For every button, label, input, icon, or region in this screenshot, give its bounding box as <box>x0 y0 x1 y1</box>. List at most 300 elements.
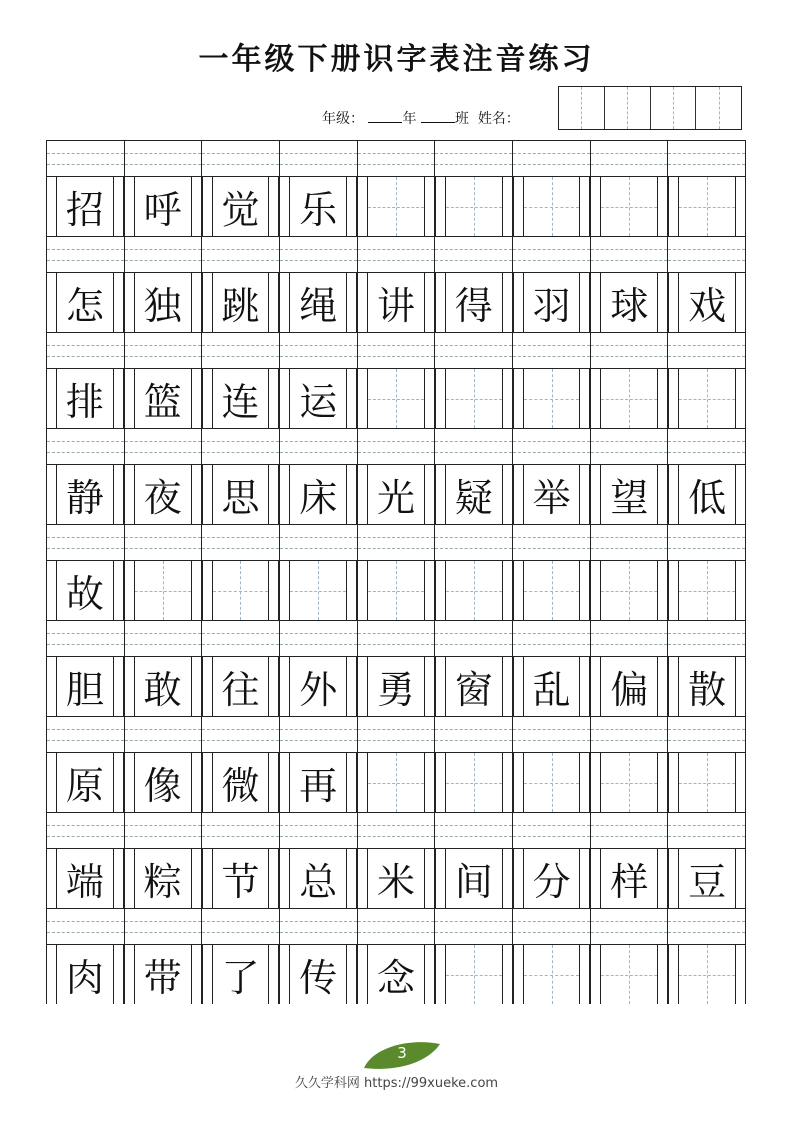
character-column <box>513 177 591 236</box>
character-column <box>46 849 124 908</box>
pinyin-cell[interactable] <box>435 525 513 560</box>
tian-grid-box[interactable] <box>289 561 347 620</box>
tian-grid-box[interactable] <box>367 753 425 812</box>
character: 外 <box>290 657 346 716</box>
character-column <box>202 945 280 1004</box>
class-suffix: 班 <box>454 111 469 127</box>
pinyin-cell[interactable] <box>125 333 203 368</box>
pinyin-cell[interactable] <box>513 813 591 848</box>
page-title: 一年级下册识字表注音练习 <box>198 42 595 77</box>
tian-grid-box[interactable] <box>367 465 425 524</box>
character <box>679 561 735 620</box>
tian-grid-box[interactable] <box>56 657 114 716</box>
tian-grid-box[interactable] <box>56 273 114 332</box>
character-column <box>590 177 668 236</box>
character: 戏 <box>679 273 735 332</box>
character: 讲 <box>368 273 424 332</box>
character <box>679 369 735 428</box>
character-column <box>124 177 202 236</box>
pinyin-cell[interactable] <box>435 429 513 464</box>
tian-grid-box[interactable] <box>212 177 270 236</box>
pinyin-cell[interactable] <box>358 909 436 944</box>
character <box>524 945 580 1004</box>
pinyin-cell[interactable] <box>358 237 436 272</box>
student-info <box>322 108 520 128</box>
tian-grid-box[interactable] <box>678 369 736 428</box>
character: 胆 <box>57 657 113 716</box>
tian-grid-box[interactable] <box>678 561 736 620</box>
tian-grid-box[interactable] <box>289 753 347 812</box>
pinyin-cell[interactable] <box>668 237 745 272</box>
pinyin-cell[interactable] <box>435 717 513 752</box>
pinyin-cell[interactable] <box>202 141 280 176</box>
name-cell[interactable] <box>651 87 697 129</box>
character <box>601 369 657 428</box>
tian-grid-box[interactable] <box>523 273 581 332</box>
name-cell[interactable] <box>696 87 741 129</box>
tian-grid-box[interactable] <box>600 945 658 1004</box>
tian-grid-box[interactable] <box>212 273 270 332</box>
pinyin-cell[interactable] <box>125 141 203 176</box>
tian-grid-box[interactable] <box>212 945 270 1004</box>
tian-grid-box[interactable] <box>367 945 425 1004</box>
character: 传 <box>290 945 346 1004</box>
character-column <box>513 945 591 1004</box>
tian-grid-box[interactable] <box>134 369 192 428</box>
character: 节 <box>213 849 269 908</box>
character: 招 <box>57 177 113 236</box>
pinyin-cell[interactable] <box>668 621 745 656</box>
pinyin-cell[interactable] <box>513 429 591 464</box>
character-strip <box>46 753 746 812</box>
tian-grid-box[interactable] <box>523 369 581 428</box>
character-strip <box>46 657 746 716</box>
practice-row <box>46 620 746 716</box>
character-column <box>590 369 668 428</box>
pinyin-cell[interactable] <box>47 621 125 656</box>
tian-grid-box[interactable] <box>445 465 503 524</box>
character-column <box>668 849 746 908</box>
grade-year-blank[interactable] <box>368 110 402 123</box>
pinyin-cell[interactable] <box>513 525 591 560</box>
character: 低 <box>679 465 735 524</box>
pinyin-cell[interactable] <box>591 717 669 752</box>
tian-grid-box[interactable] <box>445 369 503 428</box>
pinyin-cell[interactable] <box>435 813 513 848</box>
practice-grid <box>46 140 746 1004</box>
tian-grid-box[interactable] <box>289 369 347 428</box>
tian-grid-box[interactable] <box>212 465 270 524</box>
character: 觉 <box>213 177 269 236</box>
character-column <box>590 561 668 620</box>
character: 散 <box>679 657 735 716</box>
tian-grid-box[interactable] <box>289 945 347 1004</box>
pinyin-cell[interactable] <box>47 237 125 272</box>
tian-grid-box[interactable] <box>678 177 736 236</box>
pinyin-strip <box>46 428 746 465</box>
character-column <box>668 273 746 332</box>
grade-label: 年级： <box>322 111 364 127</box>
character-column <box>590 945 668 1004</box>
tian-grid-box[interactable] <box>600 465 658 524</box>
character-column <box>590 657 668 716</box>
tian-grid-box[interactable] <box>134 657 192 716</box>
character-strip <box>46 465 746 524</box>
pinyin-cell[interactable] <box>47 909 125 944</box>
tian-grid-box[interactable] <box>445 561 503 620</box>
character-column <box>357 753 435 812</box>
character-column <box>46 753 124 812</box>
tian-grid-box[interactable] <box>678 273 736 332</box>
tian-grid-box[interactable] <box>289 465 347 524</box>
tian-grid-box[interactable] <box>367 657 425 716</box>
pinyin-cell[interactable] <box>47 717 125 752</box>
pinyin-cell[interactable] <box>513 141 591 176</box>
tian-grid-box[interactable] <box>445 657 503 716</box>
pinyin-cell[interactable] <box>668 909 745 944</box>
character-column <box>357 849 435 908</box>
character: 乱 <box>524 657 580 716</box>
pinyin-cell[interactable] <box>668 525 745 560</box>
pinyin-cell[interactable] <box>668 717 745 752</box>
tian-grid-box[interactable] <box>367 273 425 332</box>
class-blank[interactable] <box>421 110 455 123</box>
character-column <box>279 465 357 524</box>
character <box>446 177 502 236</box>
character <box>679 945 735 1004</box>
pinyin-cell[interactable] <box>125 717 203 752</box>
character: 偏 <box>601 657 657 716</box>
tian-grid-box[interactable] <box>600 369 658 428</box>
character: 望 <box>601 465 657 524</box>
pinyin-cell[interactable] <box>591 429 669 464</box>
character-column <box>668 177 746 236</box>
tian-grid-box[interactable] <box>56 561 114 620</box>
tian-grid-box[interactable] <box>367 369 425 428</box>
pinyin-cell[interactable] <box>280 141 358 176</box>
pinyin-cell[interactable] <box>358 333 436 368</box>
character-column <box>513 273 591 332</box>
character: 念 <box>368 945 424 1004</box>
tian-grid-box[interactable] <box>56 177 114 236</box>
character: 羽 <box>524 273 580 332</box>
pinyin-cell[interactable] <box>513 333 591 368</box>
character: 端 <box>57 849 113 908</box>
character-column <box>513 657 591 716</box>
pinyin-cell[interactable] <box>47 813 125 848</box>
tian-grid-box[interactable] <box>678 753 736 812</box>
character-column <box>668 561 746 620</box>
tian-grid-box[interactable] <box>56 849 114 908</box>
tian-grid-box[interactable] <box>289 273 347 332</box>
pinyin-cell[interactable] <box>47 333 125 368</box>
tian-grid-box[interactable] <box>134 945 192 1004</box>
character-strip <box>46 945 746 1004</box>
tian-grid-box[interactable] <box>56 945 114 1004</box>
character-strip <box>46 273 746 332</box>
character-column <box>124 273 202 332</box>
tian-grid-box[interactable] <box>523 561 581 620</box>
character-column <box>124 753 202 812</box>
pinyin-strip <box>46 908 746 945</box>
character-column <box>46 273 124 332</box>
character-column <box>435 945 513 1004</box>
name-cell[interactable] <box>605 87 651 129</box>
pinyin-cell[interactable] <box>591 333 669 368</box>
character: 排 <box>57 369 113 428</box>
tian-grid-box[interactable] <box>523 465 581 524</box>
pinyin-strip <box>46 620 746 657</box>
pinyin-cell[interactable] <box>202 621 280 656</box>
character <box>290 561 346 620</box>
character-column <box>513 849 591 908</box>
tian-grid-box[interactable] <box>445 945 503 1004</box>
character-column <box>46 177 124 236</box>
pinyin-strip <box>46 332 746 369</box>
character-column <box>435 657 513 716</box>
tian-grid-box[interactable] <box>134 849 192 908</box>
tian-grid-box[interactable] <box>212 561 270 620</box>
pinyin-cell[interactable] <box>202 813 280 848</box>
pinyin-cell[interactable] <box>202 333 280 368</box>
character-strip <box>46 177 746 236</box>
pinyin-cell[interactable] <box>358 429 436 464</box>
tian-grid-box[interactable] <box>678 465 736 524</box>
tian-grid-box[interactable] <box>212 753 270 812</box>
pinyin-cell[interactable] <box>358 141 436 176</box>
name-box[interactable] <box>558 86 742 130</box>
tian-grid-box[interactable] <box>600 177 658 236</box>
pinyin-cell[interactable] <box>280 237 358 272</box>
character: 思 <box>213 465 269 524</box>
pinyin-cell[interactable] <box>435 909 513 944</box>
tian-grid-box[interactable] <box>289 657 347 716</box>
tian-grid-box[interactable] <box>56 753 114 812</box>
tian-grid-box[interactable] <box>523 849 581 908</box>
tian-grid-box[interactable] <box>367 177 425 236</box>
page-number: 3 <box>397 1044 407 1062</box>
pinyin-cell[interactable] <box>280 909 358 944</box>
character-column <box>357 561 435 620</box>
tian-grid-box[interactable] <box>600 849 658 908</box>
tian-grid-box[interactable] <box>600 273 658 332</box>
tian-grid-box[interactable] <box>678 849 736 908</box>
pinyin-cell[interactable] <box>435 237 513 272</box>
pinyin-cell[interactable] <box>358 621 436 656</box>
character <box>524 369 580 428</box>
character-column <box>124 465 202 524</box>
character-column <box>357 465 435 524</box>
pinyin-cell[interactable] <box>591 237 669 272</box>
tian-grid-box[interactable] <box>212 657 270 716</box>
pinyin-cell[interactable] <box>591 813 669 848</box>
pinyin-cell[interactable] <box>280 333 358 368</box>
character-column <box>202 273 280 332</box>
tian-grid-box[interactable] <box>600 657 658 716</box>
character <box>446 561 502 620</box>
tian-grid-box[interactable] <box>289 177 347 236</box>
tian-grid-box[interactable] <box>367 849 425 908</box>
character <box>601 177 657 236</box>
tian-grid-box[interactable] <box>445 753 503 812</box>
character-column <box>668 945 746 1004</box>
pinyin-cell[interactable] <box>435 333 513 368</box>
tian-grid-box[interactable] <box>523 945 581 1004</box>
character-column <box>124 849 202 908</box>
character: 光 <box>368 465 424 524</box>
tian-grid-box[interactable] <box>212 369 270 428</box>
character-column <box>513 465 591 524</box>
pinyin-cell[interactable] <box>668 429 745 464</box>
pinyin-cell[interactable] <box>47 141 125 176</box>
pinyin-cell[interactable] <box>202 717 280 752</box>
character-column <box>279 657 357 716</box>
pinyin-cell[interactable] <box>202 909 280 944</box>
pinyin-cell[interactable] <box>513 237 591 272</box>
character-strip <box>46 561 746 620</box>
pinyin-cell[interactable] <box>358 813 436 848</box>
tian-grid-box[interactable] <box>367 561 425 620</box>
character: 绳 <box>290 273 346 332</box>
character-column <box>202 369 280 428</box>
character: 乐 <box>290 177 346 236</box>
character-column <box>590 273 668 332</box>
pinyin-cell[interactable] <box>591 525 669 560</box>
pinyin-cell[interactable] <box>125 525 203 560</box>
character-column <box>668 657 746 716</box>
character-column <box>668 369 746 428</box>
character-column <box>124 369 202 428</box>
tian-grid-box[interactable] <box>523 657 581 716</box>
pinyin-cell[interactable] <box>202 429 280 464</box>
pinyin-cell[interactable] <box>202 525 280 560</box>
character-column <box>46 561 124 620</box>
pinyin-cell[interactable] <box>435 621 513 656</box>
site-footer: 久久学科网 https://99xueke.com <box>294 1076 499 1091</box>
character: 原 <box>57 753 113 812</box>
character: 篮 <box>135 369 191 428</box>
tian-grid-box[interactable] <box>600 753 658 812</box>
practice-row <box>46 236 746 332</box>
pinyin-cell[interactable] <box>202 237 280 272</box>
character: 独 <box>135 273 191 332</box>
character-column <box>590 849 668 908</box>
tian-grid-box[interactable] <box>134 561 192 620</box>
pinyin-cell[interactable] <box>280 621 358 656</box>
character-column <box>435 465 513 524</box>
character <box>601 753 657 812</box>
tian-grid-box[interactable] <box>212 849 270 908</box>
character: 肉 <box>57 945 113 1004</box>
character <box>368 753 424 812</box>
character <box>601 945 657 1004</box>
pinyin-cell[interactable] <box>513 621 591 656</box>
pinyin-cell[interactable] <box>125 813 203 848</box>
character-column <box>279 561 357 620</box>
character: 运 <box>290 369 346 428</box>
tian-grid-box[interactable] <box>678 657 736 716</box>
character: 夜 <box>135 465 191 524</box>
pinyin-cell[interactable] <box>47 429 125 464</box>
character: 连 <box>213 369 269 428</box>
practice-row <box>46 428 746 524</box>
pinyin-cell[interactable] <box>125 909 203 944</box>
tian-grid-box[interactable] <box>56 465 114 524</box>
tian-grid-box[interactable] <box>134 177 192 236</box>
character: 跳 <box>213 273 269 332</box>
character: 窗 <box>446 657 502 716</box>
pinyin-cell[interactable] <box>358 717 436 752</box>
tian-grid-box[interactable] <box>445 273 503 332</box>
tian-grid-box[interactable] <box>289 849 347 908</box>
character: 了 <box>213 945 269 1004</box>
pinyin-cell[interactable] <box>47 525 125 560</box>
character <box>446 753 502 812</box>
tian-grid-box[interactable] <box>678 945 736 1004</box>
character <box>368 369 424 428</box>
character: 敢 <box>135 657 191 716</box>
pinyin-cell[interactable] <box>591 621 669 656</box>
character: 豆 <box>679 849 735 908</box>
pinyin-cell[interactable] <box>358 525 436 560</box>
character-column <box>279 849 357 908</box>
pinyin-cell[interactable] <box>125 429 203 464</box>
pinyin-cell[interactable] <box>668 813 745 848</box>
character-column <box>435 273 513 332</box>
tian-grid-box[interactable] <box>56 369 114 428</box>
pinyin-cell[interactable] <box>591 909 669 944</box>
character-column <box>124 657 202 716</box>
character: 米 <box>368 849 424 908</box>
practice-row <box>46 332 746 428</box>
character: 总 <box>290 849 346 908</box>
pinyin-cell[interactable] <box>125 621 203 656</box>
pinyin-cell[interactable] <box>125 237 203 272</box>
character-column <box>279 369 357 428</box>
pinyin-cell[interactable] <box>513 909 591 944</box>
tian-grid-box[interactable] <box>600 561 658 620</box>
pinyin-cell[interactable] <box>280 525 358 560</box>
pinyin-cell[interactable] <box>668 333 745 368</box>
character-column <box>590 753 668 812</box>
character: 分 <box>524 849 580 908</box>
pinyin-cell[interactable] <box>668 141 745 176</box>
pinyin-cell[interactable] <box>591 141 669 176</box>
pinyin-cell[interactable] <box>280 813 358 848</box>
name-cell[interactable] <box>559 87 605 129</box>
character-column <box>202 177 280 236</box>
tian-grid-box[interactable] <box>523 753 581 812</box>
pinyin-cell[interactable] <box>513 717 591 752</box>
tian-grid-box[interactable] <box>134 753 192 812</box>
tian-grid-box[interactable] <box>523 177 581 236</box>
character-column <box>435 561 513 620</box>
tian-grid-box[interactable] <box>134 273 192 332</box>
pinyin-cell[interactable] <box>435 141 513 176</box>
character-column <box>435 369 513 428</box>
name-label: 姓名： <box>477 111 520 127</box>
tian-grid-box[interactable] <box>445 849 503 908</box>
character-column <box>46 657 124 716</box>
tian-grid-box[interactable] <box>445 177 503 236</box>
character-column <box>279 945 357 1004</box>
pinyin-cell[interactable] <box>280 429 358 464</box>
character-column <box>513 369 591 428</box>
character-column <box>357 369 435 428</box>
tian-grid-box[interactable] <box>134 465 192 524</box>
pinyin-cell[interactable] <box>280 717 358 752</box>
character: 微 <box>213 753 269 812</box>
